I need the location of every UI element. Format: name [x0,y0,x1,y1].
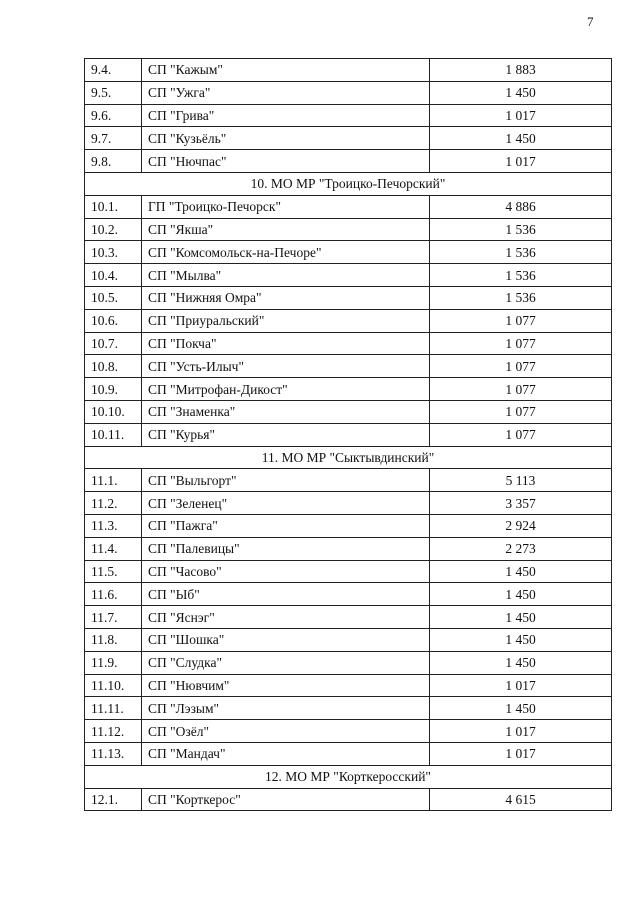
row-number: 11.12. [85,720,142,743]
amount-value: 1 450 [430,628,612,651]
settlement-name: СП "Грива" [142,104,430,127]
amount-value: 4 615 [430,788,612,811]
amount-value: 3 357 [430,492,612,515]
row-number: 9.5. [85,81,142,104]
settlement-name: СП "Шошка" [142,628,430,651]
settlement-name: СП "Часово" [142,560,430,583]
settlement-name: СП "Нювчим" [142,674,430,697]
row-number: 10.9. [85,378,142,401]
table-row [85,606,612,629]
table-row [85,81,612,104]
row-number: 10.10. [85,400,142,423]
table-row [85,218,612,241]
table-row [85,720,612,743]
table-row [85,355,612,378]
settlement-name: СП "Ыб" [142,583,430,606]
row-number: 11.8. [85,628,142,651]
amount-value: 1 017 [430,104,612,127]
row-number: 10.3. [85,241,142,264]
settlement-name: СП "Комсомольск-на-Печоре" [142,241,430,264]
row-number: 10.1. [85,195,142,218]
settlement-name: СП "Пажга" [142,514,430,537]
table-row [85,127,612,150]
amount-value: 1 883 [430,59,612,82]
table-row [85,400,612,423]
amount-value: 1 077 [430,378,612,401]
row-number: 11.5. [85,560,142,583]
row-number: 11.1. [85,469,142,492]
table-row [85,104,612,127]
table-row [85,537,612,560]
settlement-name: СП "Якша" [142,218,430,241]
amount-value: 1 450 [430,560,612,583]
section-heading-row [85,446,612,469]
section-heading-row [85,172,612,195]
table-row [85,195,612,218]
row-number: 11.3. [85,514,142,537]
amount-value: 1 536 [430,286,612,309]
settlement-name: СП "Зеленец" [142,492,430,515]
row-number: 11.11. [85,697,142,720]
page-number: 7 [587,14,594,29]
amount-value: 4 886 [430,195,612,218]
row-number: 11.9. [85,651,142,674]
table-row [85,742,612,765]
table-row [85,264,612,287]
table-row [85,309,612,332]
amount-value: 1 077 [430,309,612,332]
settlement-name: СП "Нижняя Омра" [142,286,430,309]
row-number: 11.6. [85,583,142,606]
allocation-table [84,58,612,811]
row-number: 10.7. [85,332,142,355]
row-number: 10.8. [85,355,142,378]
table-row [85,150,612,173]
settlement-name: ГП "Троицко-Печорск" [142,195,430,218]
table-row [85,332,612,355]
amount-value: 1 017 [430,742,612,765]
settlement-name: СП "Мандач" [142,742,430,765]
table-row [85,241,612,264]
settlement-name: СП "Кузьёль" [142,127,430,150]
row-number: 9.4. [85,59,142,82]
row-number: 12.1. [85,788,142,811]
settlement-name: СП "Слудка" [142,651,430,674]
amount-value: 1 077 [430,332,612,355]
amount-value: 1 536 [430,264,612,287]
section-heading: 11. МО МР "Сыктывдинский" [85,446,612,469]
section-heading: 10. МО МР "Троицко-Печорский" [85,172,612,195]
table-row [85,628,612,651]
amount-value: 1 077 [430,355,612,378]
amount-value: 1 450 [430,583,612,606]
amount-value: 1 450 [430,697,612,720]
amount-value: 1 017 [430,150,612,173]
amount-value: 2 273 [430,537,612,560]
table-row [85,697,612,720]
table-row [85,492,612,515]
amount-value: 1 017 [430,674,612,697]
row-number: 11.10. [85,674,142,697]
amount-value: 1 077 [430,400,612,423]
settlement-name: СП "Приуральский" [142,309,430,332]
row-number: 10.11. [85,423,142,446]
table-row [85,423,612,446]
settlement-name: СП "Выльгорт" [142,469,430,492]
settlement-name: СП "Палевицы" [142,537,430,560]
table-row [85,560,612,583]
table-row [85,788,612,811]
settlement-name: СП "Ужга" [142,81,430,104]
table-row [85,583,612,606]
settlement-name: СП "Яснэг" [142,606,430,629]
row-number: 10.4. [85,264,142,287]
table-body [85,59,612,811]
row-number: 9.8. [85,150,142,173]
table-row [85,286,612,309]
settlement-name: СП "Корткерос" [142,788,430,811]
amount-value: 1 450 [430,651,612,674]
row-number: 11.7. [85,606,142,629]
table-row [85,469,612,492]
table-row [85,674,612,697]
section-heading-row [85,765,612,788]
settlement-name: СП "Усть-Илыч" [142,355,430,378]
settlement-name: СП "Покча" [142,332,430,355]
row-number: 9.7. [85,127,142,150]
row-number: 10.2. [85,218,142,241]
row-number: 11.4. [85,537,142,560]
table-row [85,514,612,537]
settlement-name: СП "Озёл" [142,720,430,743]
amount-value: 1 017 [430,720,612,743]
table-row [85,378,612,401]
row-number: 11.2. [85,492,142,515]
row-number: 10.6. [85,309,142,332]
amount-value: 1 450 [430,127,612,150]
settlement-name: СП "Знаменка" [142,400,430,423]
amount-value: 1 450 [430,81,612,104]
amount-value: 5 113 [430,469,612,492]
table-row [85,59,612,82]
amount-value: 1 536 [430,218,612,241]
row-number: 10.5. [85,286,142,309]
section-heading: 12. МО МР "Корткеросский" [85,765,612,788]
amount-value: 1 077 [430,423,612,446]
settlement-name: СП "Мылва" [142,264,430,287]
amount-value: 1 536 [430,241,612,264]
amount-value: 1 450 [430,606,612,629]
settlement-name: СП "Лэзым" [142,697,430,720]
row-number: 11.13. [85,742,142,765]
amount-value: 2 924 [430,514,612,537]
settlement-name: СП "Кажым" [142,59,430,82]
settlement-name: СП "Нючпас" [142,150,430,173]
settlement-name: СП "Митрофан-Дикост" [142,378,430,401]
row-number: 9.6. [85,104,142,127]
table-row [85,651,612,674]
settlement-name: СП "Курья" [142,423,430,446]
